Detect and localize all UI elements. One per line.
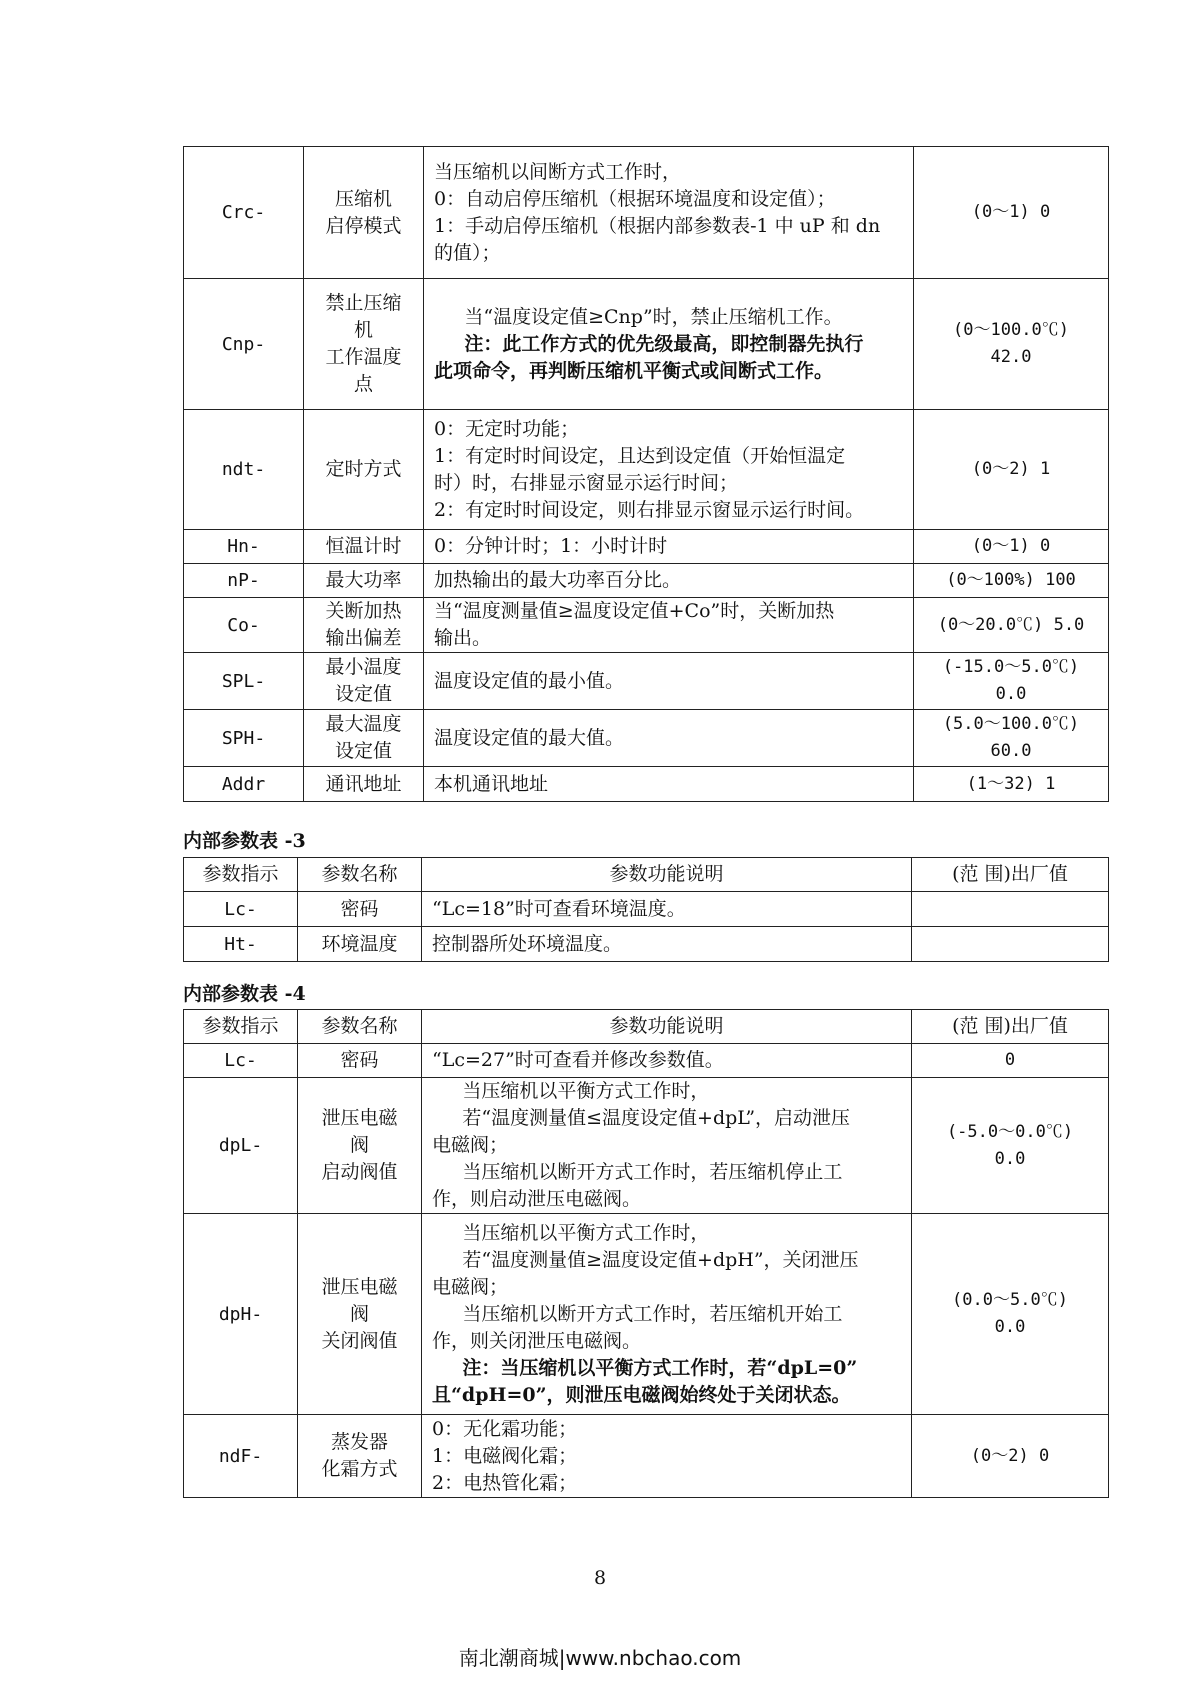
cell-line: 加热输出的最大功率百分比。	[434, 569, 682, 591]
param-code: Hn-	[184, 530, 304, 564]
cell-line: 0.0	[994, 1148, 1026, 1169]
param-description	[422, 1044, 912, 1078]
param-name	[298, 1214, 422, 1415]
param-description	[422, 1415, 912, 1498]
param-name	[304, 530, 424, 564]
param-code: dpL-	[184, 1078, 298, 1214]
cell-line: (0～100.0℃)	[953, 320, 1069, 340]
param-code: Co-	[184, 598, 304, 653]
param-range-default	[912, 1078, 1109, 1214]
cell-line: 当压缩机以断开方式工作时，若压缩机停止工	[462, 1161, 843, 1183]
table-row	[184, 653, 1109, 710]
parameter-table-continued	[183, 146, 1109, 802]
cell-line: (1～32) 1	[966, 773, 1056, 794]
cell-line: (0～2) 1	[971, 459, 1051, 479]
cell-line: 禁止压缩	[325, 292, 402, 314]
cell-line: 若“温度测量值≥温度设定值+dpH”，关闭泄压	[462, 1248, 859, 1271]
table-row	[184, 564, 1109, 598]
page-number: 8	[593, 1567, 607, 1589]
cell-line: 0	[1004, 1050, 1016, 1070]
cell-line: 0：自动启停压缩机（根据环境温度和设定值）；	[434, 187, 836, 210]
param-range-default	[912, 1214, 1109, 1415]
param-name	[298, 892, 422, 927]
param-code: SPH-	[184, 710, 304, 767]
table-row	[184, 279, 1109, 410]
cell-line: 机	[353, 319, 373, 341]
table-row	[184, 710, 1109, 767]
cell-line: 恒温计时	[325, 535, 402, 557]
header-row	[184, 858, 1109, 892]
param-name	[304, 279, 424, 410]
param-code: Ht-	[184, 927, 298, 962]
param-code: dpH-	[184, 1214, 298, 1415]
table-row	[184, 598, 1109, 653]
param-description	[422, 927, 912, 962]
cell-line: (0～100%) 100	[946, 570, 1076, 590]
param-name	[298, 1078, 422, 1214]
cell-line: 定时方式	[325, 458, 402, 480]
cell-line: 化霜方式	[321, 1458, 398, 1480]
cell-line: 设定值	[334, 683, 392, 705]
cell-line: 输出。	[434, 627, 492, 649]
param-code: Lc-	[184, 892, 298, 927]
cell-line: 蒸发器	[330, 1431, 388, 1453]
cell-line: 工作温度	[325, 346, 402, 368]
cell-line: (0～2) 0	[970, 1445, 1050, 1466]
cell-line: 最大功率	[325, 569, 402, 591]
cell-line: 设定值	[334, 740, 392, 762]
watermark: 南北潮商城|www.nbchao.com	[458, 1646, 742, 1670]
cell-line: “Lc=27”时可查看并修改参数值。	[432, 1049, 724, 1071]
param-name	[298, 1044, 422, 1078]
cell-line: (0～1) 0	[971, 536, 1051, 556]
column-header: 参数功能说明	[422, 858, 912, 892]
cell-line: 电磁阀；	[432, 1134, 509, 1156]
param-range-default	[912, 1044, 1109, 1078]
column-header: 参数名称	[298, 858, 422, 892]
param-range-default	[914, 598, 1109, 653]
cell-line: 1：电磁阀化霜；	[432, 1444, 578, 1467]
cell-line: (0～1) 0	[971, 202, 1051, 222]
param-name	[304, 653, 424, 710]
cell-line: 1：手动启停压缩机（根据内部参数表-1 中 uP 和 dn	[434, 214, 881, 237]
param-description	[422, 1078, 912, 1214]
cell-line: 温度设定值的最大值。	[434, 726, 625, 749]
param-code: Lc-	[184, 1044, 298, 1078]
cell-line: 时）时，右排显示窗显示运行时间；	[434, 471, 739, 494]
param-code: Addr	[184, 767, 304, 802]
param-description	[424, 279, 914, 410]
param-range-default	[914, 279, 1109, 410]
cell-line: 0：无化霜功能；	[432, 1417, 578, 1440]
cell-line: 当压缩机以平衡方式工作时，	[462, 1080, 710, 1102]
cell-line: 点	[353, 373, 373, 395]
param-description	[424, 564, 914, 598]
table-row	[184, 1078, 1109, 1214]
cell-line: 的值）；	[434, 241, 501, 264]
cell-line: 阀	[349, 1302, 369, 1325]
table-row	[184, 147, 1109, 279]
cell-line: 0：无定时功能；	[434, 417, 580, 440]
cell-line: 此项命令，再判断压缩机平衡式或间断式工作。	[434, 359, 834, 382]
cell-line: (0.0～5.0℃)	[952, 1290, 1068, 1310]
param-name	[304, 564, 424, 598]
table-row	[184, 530, 1109, 564]
cell-line: 0.0	[994, 1317, 1026, 1337]
cell-line: 密码	[340, 1049, 379, 1071]
column-header: 参数指示	[184, 1010, 298, 1044]
param-description	[424, 530, 914, 564]
cell-line: 启动阀值	[321, 1161, 398, 1183]
param-range-default	[912, 1415, 1109, 1498]
param-name	[304, 598, 424, 653]
cell-line: (5.0～100.0℃)	[942, 714, 1080, 734]
cell-line: 当压缩机以平衡方式工作时，	[462, 1221, 710, 1244]
cell-line: 泄压电磁	[321, 1275, 398, 1298]
table-row	[184, 1044, 1109, 1078]
param-range-default	[914, 653, 1109, 710]
cell-line: 2：电热管化霜；	[432, 1471, 578, 1494]
param-name	[304, 710, 424, 767]
column-header: 参数名称	[298, 1010, 422, 1044]
param-range-default	[912, 927, 1109, 962]
param-code: ndt-	[184, 410, 304, 530]
cell-line: 压缩机	[334, 187, 392, 210]
cell-line: 注：此工作方式的优先级最高，即控制器先执行	[464, 332, 864, 355]
cell-line: 作，则启动泄压电磁阀。	[432, 1188, 642, 1210]
cell-line: (0～20.0℃) 5.0	[937, 614, 1085, 635]
param-description	[424, 147, 914, 279]
cell-line: 温度设定值的最小值。	[434, 669, 625, 692]
cell-line: 关断加热	[325, 600, 402, 622]
cell-line: 作，则关闭泄压电磁阀。	[432, 1329, 642, 1352]
param-name	[304, 147, 424, 279]
cell-line: 若“温度测量值≤温度设定值+dpL”，启动泄压	[462, 1107, 851, 1129]
param-range-default	[914, 564, 1109, 598]
cell-line: 阀	[349, 1134, 369, 1156]
param-code: ndF-	[184, 1415, 298, 1498]
table3-title: 内部参数表 -3	[183, 830, 306, 852]
cell-line: 42.0	[990, 347, 1032, 367]
param-description	[424, 653, 914, 710]
table-row	[184, 892, 1109, 927]
cell-line: 60.0	[990, 741, 1032, 761]
param-range-default	[914, 147, 1109, 279]
cell-line: 电磁阀；	[432, 1275, 509, 1298]
cell-line: 本机通讯地址	[434, 772, 549, 795]
cell-line: 最大温度	[325, 713, 402, 735]
cell-line: 控制器所处环境温度。	[432, 932, 623, 955]
header-row	[184, 1010, 1109, 1044]
param-code: Crc-	[184, 147, 304, 279]
table-row	[184, 410, 1109, 530]
column-header: 参数指示	[184, 858, 298, 892]
internal-parameter-table-3	[183, 857, 1109, 962]
cell-line: 最小温度	[325, 656, 402, 678]
cell-line: 注：当压缩机以平衡方式工作时，若“dpL=0”	[462, 1356, 858, 1379]
table-row	[184, 767, 1109, 802]
param-range-default	[914, 767, 1109, 802]
cell-line: “Lc=18”时可查看环境温度。	[432, 897, 686, 920]
cell-line: 当“温度测量值≥温度设定值+Co”时，关断加热	[434, 600, 835, 622]
internal-parameter-table-4	[183, 1009, 1109, 1498]
table-row	[184, 1415, 1109, 1498]
param-range-default	[914, 710, 1109, 767]
param-name	[298, 927, 422, 962]
param-description	[424, 598, 914, 653]
cell-line: 关闭阀值	[321, 1329, 398, 1352]
cell-line: 环境温度	[321, 932, 398, 955]
cell-line: 通讯地址	[325, 772, 402, 795]
cell-line: (-5.0～0.0℃)	[946, 1121, 1074, 1142]
cell-line: 1：有定时时间设定，且达到设定值（开始恒温定	[434, 444, 846, 467]
param-code: Cnp-	[184, 279, 304, 410]
cell-line: 当压缩机以间断方式工作时，	[434, 160, 682, 183]
cell-line: 0.0	[995, 684, 1027, 704]
cell-line: (-15.0～5.0℃)	[942, 657, 1080, 677]
cell-line: 2：有定时时间设定，则右排显示窗显示运行时间。	[434, 498, 865, 521]
param-name	[304, 410, 424, 530]
param-code: nP-	[184, 564, 304, 598]
param-range-default	[914, 410, 1109, 530]
table-row	[184, 1214, 1109, 1415]
column-header: 参数功能说明	[422, 1010, 912, 1044]
param-description	[422, 892, 912, 927]
cell-line: 且“dpH=0”，则泄压电磁阀始终处于关闭状态。	[432, 1383, 851, 1406]
cell-line: 当“温度设定值≥Cnp”时，禁止压缩机工作。	[464, 305, 843, 328]
column-header: (范 围)出厂值	[912, 1010, 1109, 1044]
param-description	[424, 767, 914, 802]
cell-line: 当压缩机以断开方式工作时，若压缩机开始工	[462, 1302, 843, 1325]
cell-line: 0：分钟计时；1：小时计时	[434, 535, 668, 557]
param-description	[424, 410, 914, 530]
param-description	[424, 710, 914, 767]
cell-line: 输出偏差	[325, 627, 402, 649]
param-name	[304, 767, 424, 802]
param-description	[422, 1214, 912, 1415]
table-row	[184, 927, 1109, 962]
param-name	[298, 1415, 422, 1498]
cell-line: 密码	[340, 897, 379, 920]
param-range-default	[912, 892, 1109, 927]
cell-line: 启停模式	[325, 214, 402, 237]
param-code: SPL-	[184, 653, 304, 710]
param-range-default	[914, 530, 1109, 564]
column-header: (范 围)出厂值	[912, 858, 1109, 892]
cell-line: 泄压电磁	[321, 1107, 398, 1129]
table4-title: 内部参数表 -4	[183, 983, 306, 1005]
